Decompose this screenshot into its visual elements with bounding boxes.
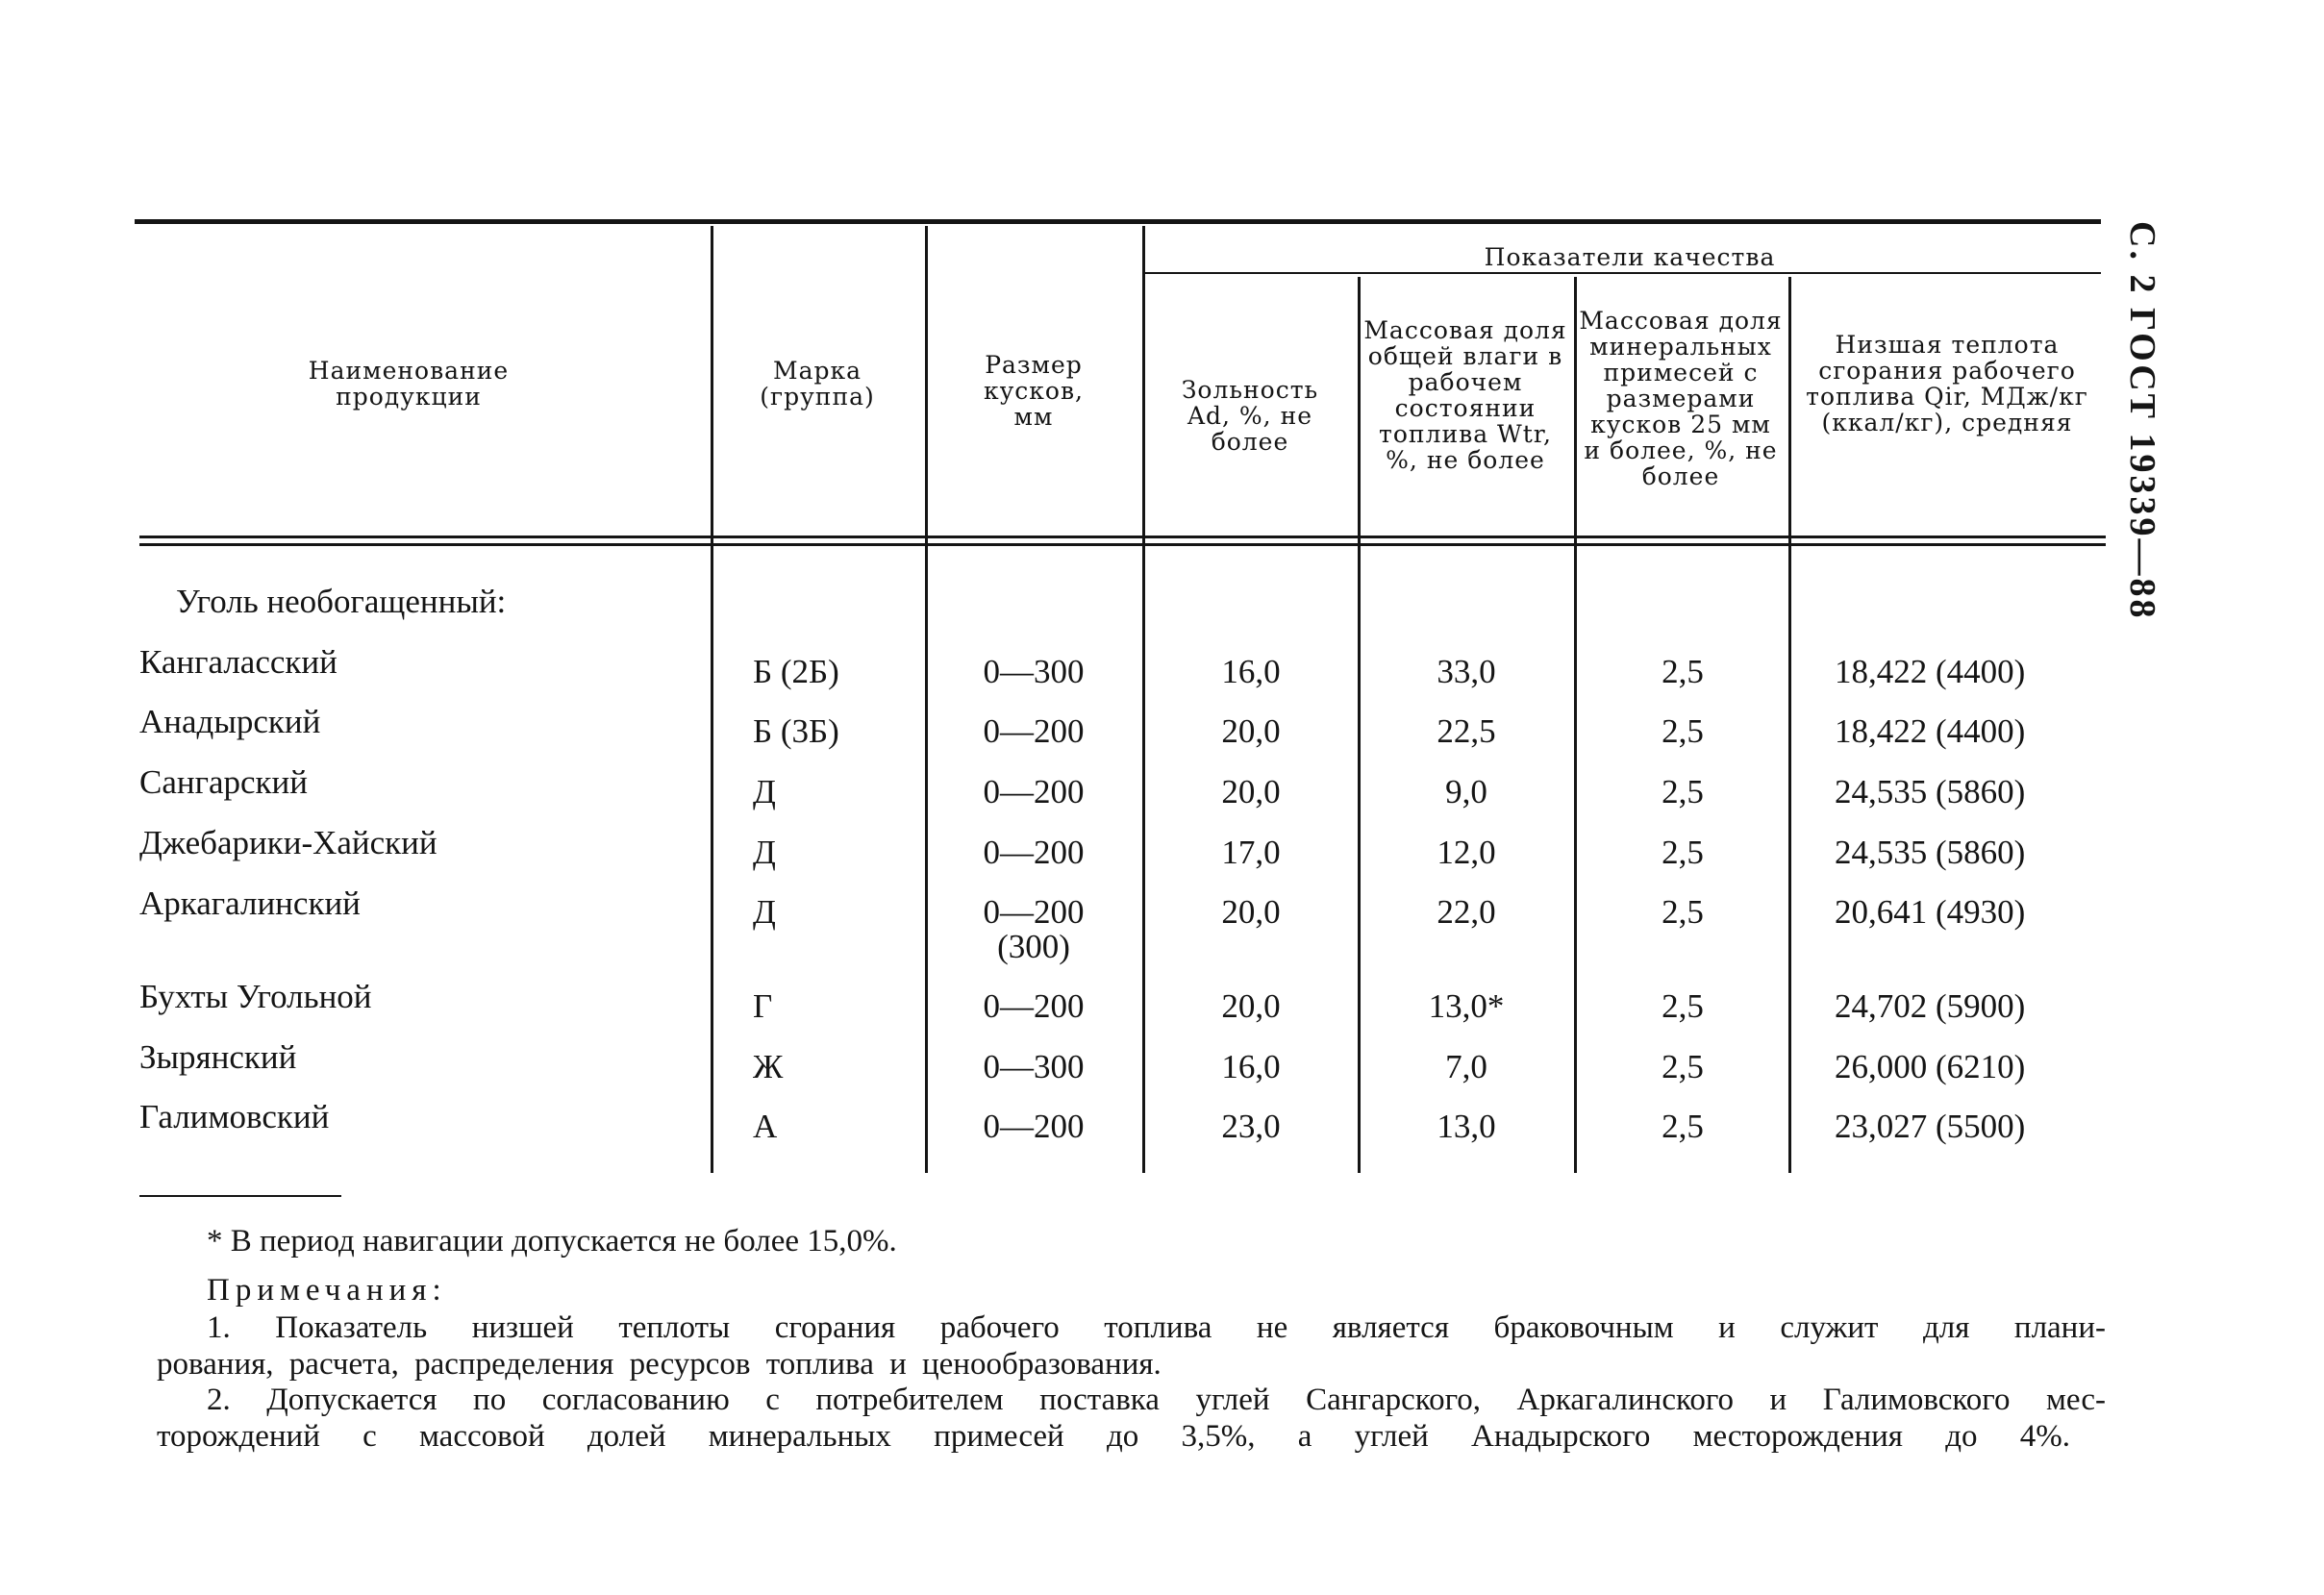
row-grade: Б (3Б) <box>753 712 839 750</box>
row-moisture: 22,5 <box>1437 712 1496 750</box>
note-2-line-1: 2. Допускается по согласованию с потребителем поставка углей Сангарского, Аркагалинского и Галимовского мес- <box>207 1383 2106 1417</box>
row-size: 0—200 <box>983 712 1085 750</box>
row-ash: 16,0 <box>1221 653 1281 690</box>
row-moisture: 13,0 <box>1437 1108 1496 1145</box>
note-2-line-2: торождений с массовой долей минеральных примесей до 3,5%, а углей Анадырского месторождения до 4%. <box>157 1419 2070 1454</box>
col-divider-3 <box>1142 226 1145 1173</box>
row-mineral: 2,5 <box>1662 893 1704 931</box>
footnote-rule <box>139 1195 341 1197</box>
header-ash: Зольность Ad, %, не более <box>1181 376 1319 456</box>
row-heat: 18,422 (4400) <box>1835 653 2026 690</box>
row-ash: 17,0 <box>1221 834 1281 871</box>
row-size-extra: (300) <box>997 928 1070 965</box>
header-moisture: Массовая доля общей влаги в рабочем состоянии топлива Wtr, %, не более <box>1363 316 1567 474</box>
header-quality-group: Показатели качества <box>1484 243 1776 271</box>
row-ash: 16,0 <box>1221 1048 1281 1085</box>
row-moisture: 13,0* <box>1428 987 1505 1025</box>
row-heat: 24,535 (5860) <box>1835 773 2026 810</box>
row-ash: 20,0 <box>1221 712 1281 750</box>
row-ash: 20,0 <box>1221 893 1281 931</box>
quality-group-rule <box>1144 272 2101 274</box>
row-name: Бухты Угольной <box>139 978 372 1015</box>
row-mineral: 2,5 <box>1662 653 1704 690</box>
row-ash: 23,0 <box>1221 1108 1281 1145</box>
row-grade: А <box>753 1108 778 1145</box>
header-name: Наименование продукции <box>308 357 510 411</box>
header-heat: Низшая теплота сгорания рабочего топлива Qir, МДж/кг (ккал/кг), средняя <box>1806 331 2088 436</box>
row-grade: Г <box>753 987 773 1025</box>
col-divider-1 <box>711 226 713 1173</box>
note-1-line-2: рования, расчета, распределения ресурсов топлива и ценообразования. <box>157 1347 1162 1382</box>
header-bottom-rule-2 <box>139 543 2106 546</box>
row-mineral: 2,5 <box>1662 712 1704 750</box>
row-mineral: 2,5 <box>1662 1048 1704 1085</box>
row-heat: 26,000 (6210) <box>1835 1048 2026 1085</box>
row-name: Сангарский <box>139 763 308 801</box>
page-label: С. 2 ГОСТ 19339—88 <box>2122 221 2162 621</box>
row-name: Зырянский <box>139 1038 297 1076</box>
row-size: 0—200 <box>983 893 1085 931</box>
row-name: Анадырский <box>139 703 321 740</box>
row-moisture: 9,0 <box>1445 773 1487 810</box>
footnote: * В период навигации допускается не более 15,0%. <box>207 1224 897 1259</box>
row-name: Галимовский <box>139 1098 330 1135</box>
row-mineral: 2,5 <box>1662 1108 1704 1145</box>
row-size: 0—200 <box>983 834 1085 871</box>
note-1-line-1: 1. Показатель низшей теплоты сгорания рабочего топлива не является браковочным и служит для плани- <box>207 1310 2106 1345</box>
row-mineral: 2,5 <box>1662 773 1704 810</box>
row-grade: Ж <box>753 1048 784 1085</box>
row-heat: 24,702 (5900) <box>1835 987 2026 1025</box>
header-size: Размер кусков, мм <box>983 351 1085 431</box>
row-moisture: 22,0 <box>1437 893 1496 931</box>
section-title: Уголь необогащенный: <box>176 583 507 620</box>
row-heat: 18,422 (4400) <box>1835 712 2026 750</box>
row-size: 0—300 <box>983 1048 1085 1085</box>
header-mineral: Массовая доля минеральных примесей с размерами кусков 25 мм и более, %, не более <box>1579 307 1783 490</box>
col-divider-2 <box>925 226 928 1173</box>
row-heat: 24,535 (5860) <box>1835 834 2026 871</box>
row-name: Кангаласский <box>139 643 337 681</box>
row-heat: 23,027 (5500) <box>1835 1108 2026 1145</box>
row-moisture: 7,0 <box>1445 1048 1487 1085</box>
row-moisture: 33,0 <box>1437 653 1496 690</box>
header-grade: Марка (группа) <box>760 357 875 411</box>
col-divider-6 <box>1788 277 1791 1173</box>
row-grade: Д <box>753 773 776 810</box>
notes-title: Примечания: <box>207 1273 447 1308</box>
row-grade: Б (2Б) <box>753 653 839 690</box>
row-grade: Д <box>753 893 776 931</box>
row-size: 0—200 <box>983 773 1085 810</box>
header-bottom-rule-1 <box>139 536 2106 538</box>
row-mineral: 2,5 <box>1662 987 1704 1025</box>
row-size: 0—300 <box>983 653 1085 690</box>
row-heat: 20,641 (4930) <box>1835 893 2026 931</box>
row-name: Аркагалинский <box>139 885 361 922</box>
table-top-rule <box>135 219 2101 224</box>
row-grade: Д <box>753 834 776 871</box>
row-ash: 20,0 <box>1221 773 1281 810</box>
row-size: 0—200 <box>983 987 1085 1025</box>
row-ash: 20,0 <box>1221 987 1281 1025</box>
row-size: 0—200 <box>983 1108 1085 1145</box>
row-mineral: 2,5 <box>1662 834 1704 871</box>
row-moisture: 12,0 <box>1437 834 1496 871</box>
row-name: Джебарики-Хайский <box>139 824 437 861</box>
